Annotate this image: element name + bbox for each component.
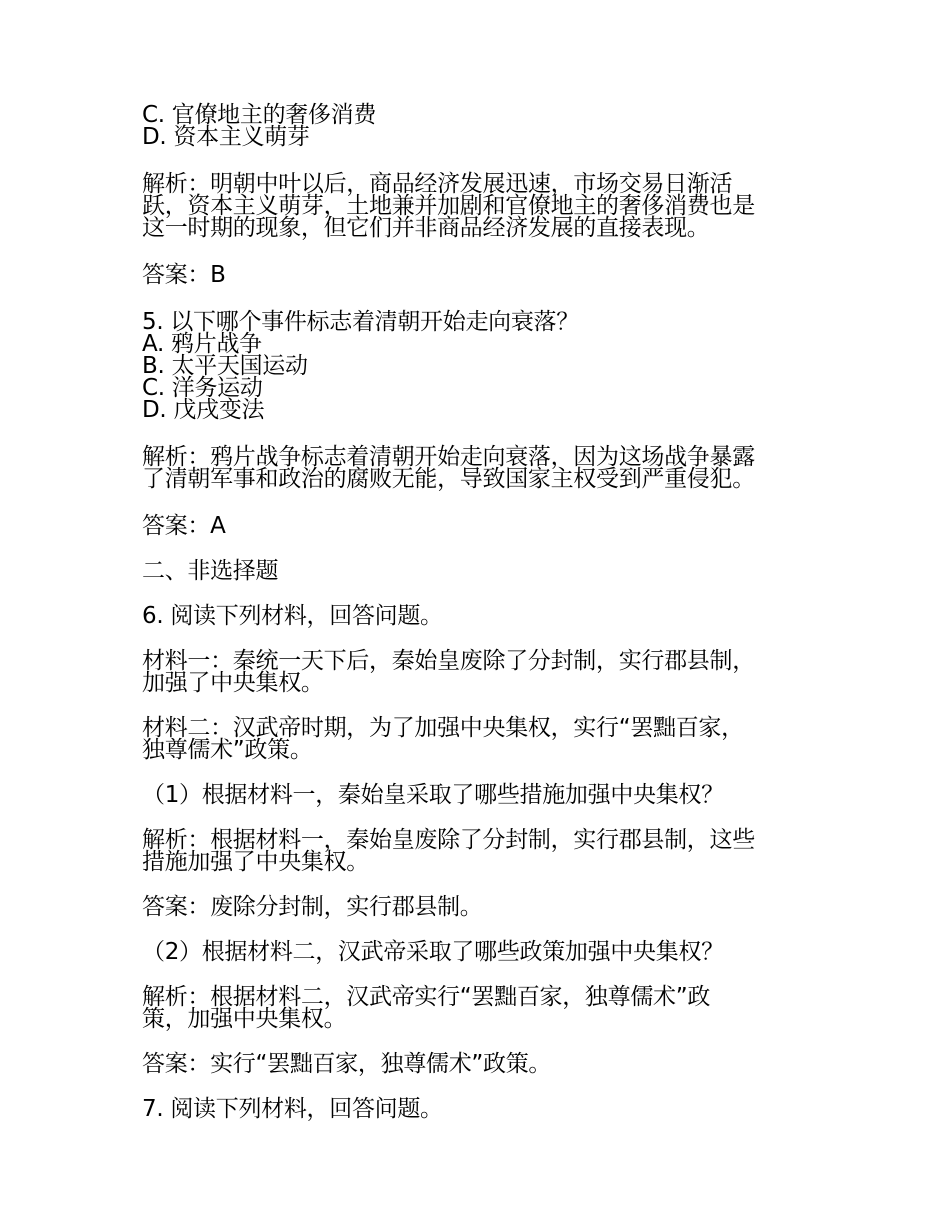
answer-text: 答案：废除分封制，实行郡县制。 bbox=[142, 894, 483, 920]
q4-answer bbox=[142, 264, 814, 286]
q6-sub-question-1 bbox=[142, 784, 814, 806]
analysis-line: 措施加强了中央集权。 bbox=[142, 849, 370, 875]
q5-analysis bbox=[142, 446, 814, 490]
option-c: C. 官僚地主的奢侈消费 bbox=[142, 102, 377, 128]
analysis-line: 解析：明朝中叶以后，商品经济发展迅速，市场交易日渐活 bbox=[142, 171, 733, 197]
q6-sub1-answer bbox=[142, 896, 814, 918]
option-d: D. 资本主义萌芽 bbox=[142, 124, 310, 150]
question-stem: 6. 阅读下列材料，回答问题。 bbox=[142, 603, 443, 629]
analysis-line: 跃，资本主义萌芽，土地兼并加剧和官僚地主的奢侈消费也是 bbox=[142, 193, 755, 219]
q4-analysis bbox=[142, 173, 814, 239]
question-stem: 5. 以下哪个事件标志着清朝开始走向衰落？ bbox=[142, 309, 579, 335]
option-a: A. 鸦片战争 bbox=[142, 331, 262, 357]
question-6 bbox=[142, 605, 814, 627]
section-heading: 二、非选择题 bbox=[142, 558, 279, 584]
question-5 bbox=[142, 311, 814, 421]
document-content bbox=[142, 104, 814, 1120]
material-line: 加强了中央集权。 bbox=[142, 670, 324, 696]
analysis-line: 了清朝军事和政治的腐败无能，导致国家主权受到严重侵犯。 bbox=[142, 466, 755, 492]
question-7 bbox=[142, 1098, 814, 1120]
option-b: B. 太平天国运动 bbox=[142, 353, 308, 379]
answer-text: 答案：B bbox=[142, 262, 226, 288]
answer-text: 答案：A bbox=[142, 513, 226, 539]
analysis-line: 解析：根据材料一，秦始皇废除了分封制，实行郡县制，这些 bbox=[142, 827, 755, 853]
q6-sub2-analysis bbox=[142, 986, 814, 1030]
question-stem: 7. 阅读下列材料，回答问题。 bbox=[142, 1096, 443, 1122]
material-line: 材料二：汉武帝时期，为了加强中央集权，实行“罢黜百家， bbox=[142, 715, 744, 741]
q6-material-2 bbox=[142, 717, 814, 761]
section-title bbox=[142, 560, 814, 582]
q6-sub1-analysis bbox=[142, 829, 814, 873]
q4-options bbox=[142, 104, 814, 148]
analysis-line: 策，加强中央集权。 bbox=[142, 1006, 347, 1032]
material-line: 材料一：秦统一天下后，秦始皇废除了分封制，实行郡县制， bbox=[142, 648, 755, 674]
q5-answer bbox=[142, 515, 814, 537]
sub-question-text: （1）根据材料一，秦始皇采取了哪些措施加强中央集权？ bbox=[142, 782, 724, 808]
analysis-line: 这一时期的现象，但它们并非商品经济发展的直接表现。 bbox=[142, 215, 710, 241]
material-line: 独尊儒术”政策。 bbox=[142, 737, 313, 763]
q6-sub2-answer bbox=[142, 1053, 814, 1075]
q6-material-1 bbox=[142, 650, 814, 694]
option-c: C. 洋务运动 bbox=[142, 375, 263, 401]
q6-sub-question-2 bbox=[142, 941, 814, 963]
analysis-line: 解析：鸦片战争标志着清朝开始走向衰落，因为这场战争暴露 bbox=[142, 444, 755, 470]
analysis-line: 解析：根据材料二，汉武帝实行“罢黜百家，独尊儒术”政 bbox=[142, 984, 711, 1010]
answer-text: 答案：实行“罢黜百家，独尊儒术”政策。 bbox=[142, 1051, 552, 1077]
option-d: D. 戊戌变法 bbox=[142, 397, 265, 423]
sub-question-text: （2）根据材料二，汉武帝采取了哪些政策加强中央集权？ bbox=[142, 939, 724, 965]
